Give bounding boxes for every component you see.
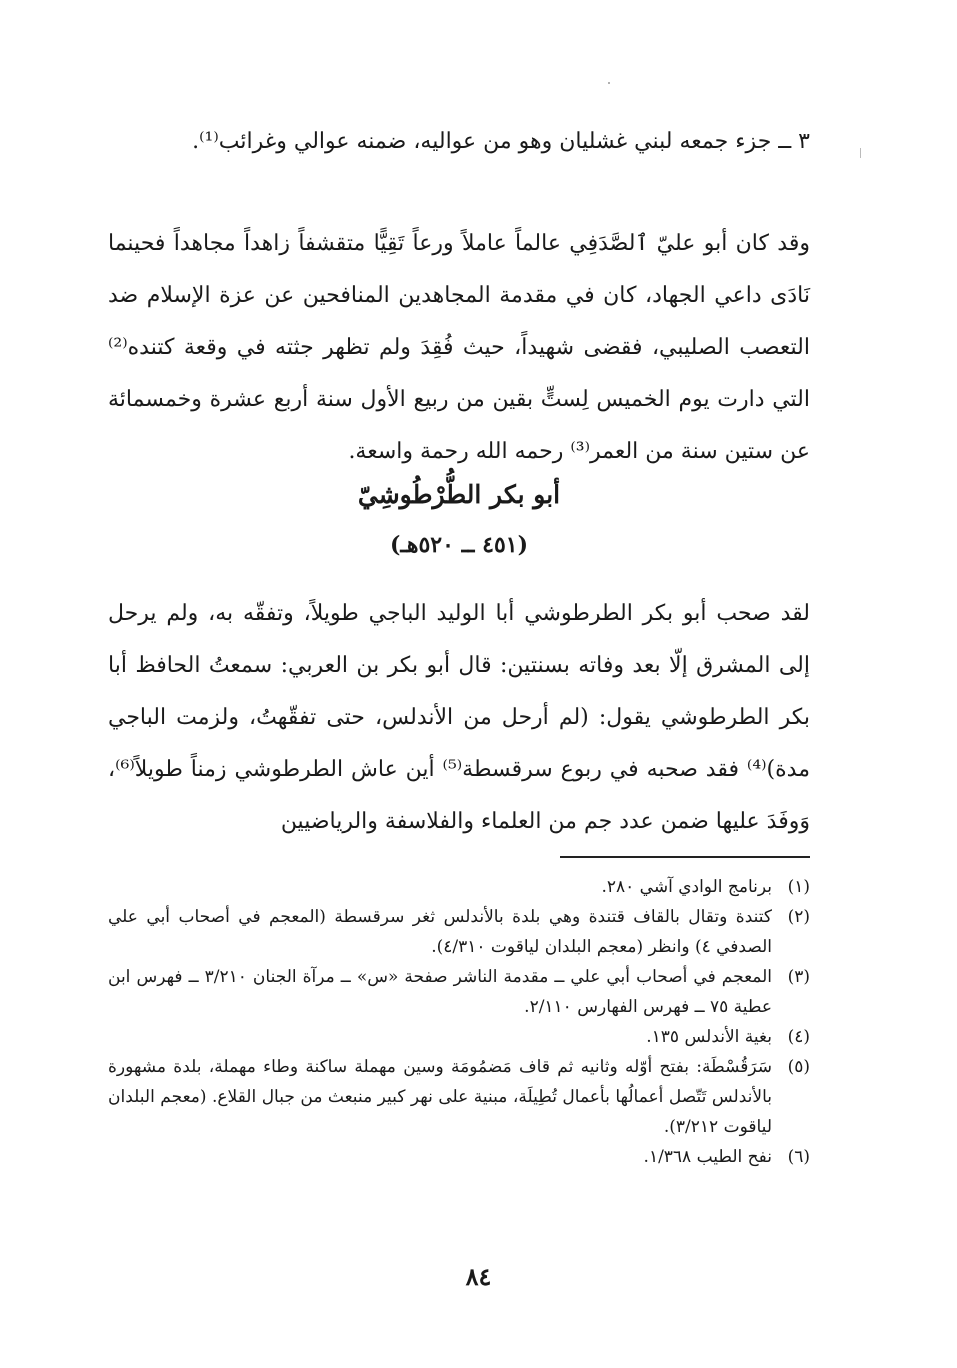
footnote — [108, 1052, 810, 1142]
scan-speck — [608, 82, 610, 84]
footnote — [108, 1022, 810, 1052]
footnote — [108, 902, 810, 962]
footnote-number: (١) — [787, 877, 810, 897]
list-item-paragraph — [108, 116, 810, 168]
footnote-separator — [560, 856, 810, 858]
section-heading-dates: (٤٥١ ــ ٥٢٠هـ) — [389, 532, 528, 558]
footnote-number: (٦) — [787, 1147, 810, 1167]
body-paragraph-sadafi — [108, 218, 810, 478]
footnote-text: سَرَقُسْطَة: بفتح أوّله وثانيه ثم قاف مَضمُومَة وسين مهملة ساكنة وطاء مهملة، بلدة مشهورة بالأندلس تَتّصل أعمالُها بأعمال تُطِيلَة، مبنية على نهر كبير منبعث من جبال القلاع. (معجم البلدان لياقوت ٣/٢١٢). — [108, 1057, 772, 1137]
footnote-number: (٥) — [787, 1057, 810, 1077]
paragraph-text: وقد كان أبو عليّ ٱلصَّدَفِي عالماً عاملاً ورعاً تَقِيًّا متقشفاً زاهداً مجاهداً فحينما نَادَى داعي الجهاد، كان في مقدمة المجاهدين المنافحين عن عزة الإسلام ضد التعصب الصليبي، فقضى شهيداً، حيث فُقِدَ ولم تظهر جثته في وقعة كتنده⁽²⁾ التي دارت يوم الخميس لِستٍّ بقين من ربيع الأول سنة أربع عشرة وخمسمائة عن ستين سنة من العمر⁽³⁾ رحمه الله رحمة واسعة. — [108, 231, 810, 464]
footnote-text: نفح الطيب ١/٣٦٨. — [643, 1147, 772, 1167]
paragraph-text: لقد صحب أبو بكر الطرطوشي أبا الوليد الباجي طويلاً، وتفقّه به، ولم يرحل إلى المشرق إلّا بعد وفاته بسنتين: قال أبو بكر بن العربي: سمعتُ الحافظ أبا بكر الطرطوشي يقول: (لم أرحل من الأندلس، حتى تفقّهتُ، ولزمت الباجي مدة)⁽⁴⁾ فقد صحبه في ربوع سرقسطة⁽⁵⁾ أين عاش الطرطوشي زمناً طويلاً⁽⁶⁾، وَوفَدَ عليها ضمن عدد جم من العلماء والفلاسفة والرياضيين — [108, 601, 811, 834]
page-number: ٨٤ — [465, 1262, 492, 1291]
footnote-text: بغية الأندلس ١٣٥. — [646, 1027, 772, 1047]
footnote-number: (٣) — [787, 967, 810, 987]
body-paragraph-turtushi — [108, 588, 810, 848]
footnote — [108, 962, 810, 1022]
section-heading: أبو بكر الطُّرْطُوشِيّ — [357, 480, 561, 509]
footnote-text: المعجم في أصحاب أبي علي ــ مقدمة الناشر صفحة «س» ــ مرآة الجنان ٣/٢١٠ ــ فهرس ابن عطية ٧٥ ــ فهرس الفهارس ٢/١١٠. — [108, 967, 772, 1017]
footnote-text: برنامج الوادي آشي ٢٨٠. — [601, 877, 772, 897]
footnote — [108, 872, 810, 902]
footnote-text: كتندة وتقال بالقاف قتندة وهي بلدة بالأندلس ثغر سرقسطة (المعجم في أصحاب أبي علي الصدفي ٤) وانظر (معجم البلدان لياقوت ٤/٣١٠). — [108, 907, 772, 957]
footnote — [108, 1142, 810, 1172]
margin-mark — [860, 148, 861, 158]
footnotes — [108, 872, 810, 1172]
footnote-number: (٢) — [787, 907, 810, 927]
paragraph-text: ٣ ــ جزء جمعه لبني غشليان وهو من عواليه، ضمنه عوالي وغرائب⁽¹⁾. — [192, 129, 810, 154]
footnote-number: (٤) — [787, 1027, 810, 1047]
